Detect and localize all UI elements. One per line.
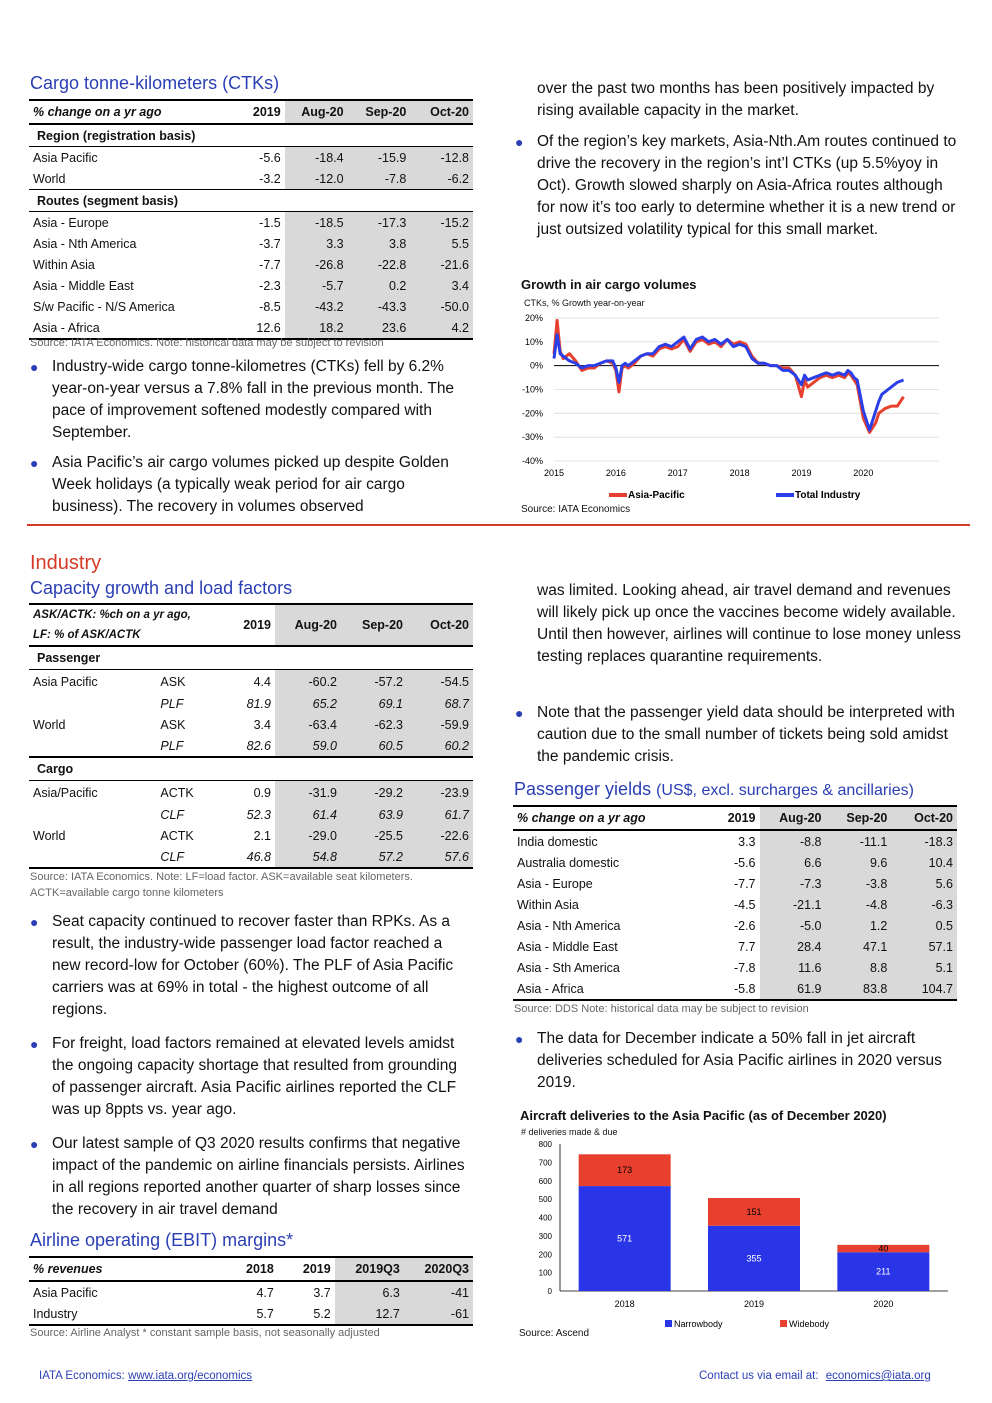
- row-label: Asia - Nth America: [33, 236, 137, 251]
- table-row: [29, 804, 473, 825]
- bullet-text: Industry-wide cargo tonne-kilometres (CTKs) fell by 6.2% year-on-year versus a 7.8% fall in the previous month. The pace of improvement softened modestly compared with September.: [52, 358, 455, 441]
- cell: -60.2: [275, 670, 341, 694]
- cell: 5.1: [891, 957, 957, 978]
- row-label: Asia - Europe: [33, 215, 109, 230]
- table-row: [29, 254, 473, 275]
- cell: -18.3: [891, 830, 957, 852]
- table-header: % change on a yr ago: [513, 806, 704, 830]
- chart2-title: Aircraft deliveries to the Asia Pacific (as of December 2020): [520, 1108, 887, 1123]
- cell: -29.0: [275, 825, 341, 846]
- table-header: Sep-20: [348, 100, 411, 124]
- row-label: Asia - Sth America: [517, 960, 620, 975]
- cell: -17.3: [348, 212, 411, 234]
- cell: 12.7: [335, 1303, 404, 1325]
- cell: 61.4: [275, 804, 341, 825]
- cell: -63.4: [275, 714, 341, 735]
- list-item: [30, 356, 470, 444]
- row-label: [29, 804, 156, 825]
- table-row: [513, 915, 957, 936]
- row-label: India domestic: [517, 834, 598, 849]
- x-tick-label: 2017: [667, 468, 688, 478]
- legend-label: Widebody: [789, 1319, 830, 1329]
- list-item: [30, 911, 472, 1021]
- cell: 54.8: [275, 846, 341, 868]
- cell: -8.5: [259, 299, 281, 314]
- cell: 2.1: [253, 828, 271, 843]
- cell: 4.2: [410, 317, 473, 339]
- table-row: [513, 873, 957, 894]
- header-line: ASK/ACTK: %ch on a yr ago,: [33, 609, 191, 621]
- cell: -15.9: [348, 147, 411, 169]
- bullet-icon: ●: [30, 359, 39, 375]
- ebit-table: [29, 1256, 473, 1326]
- footer-right: [699, 1370, 931, 1382]
- metric-label: ACTK: [160, 828, 194, 843]
- x-tick-label: 2020: [873, 1299, 894, 1309]
- bullet-icon: ●: [30, 455, 39, 471]
- list-item: [30, 1133, 472, 1221]
- row-label: Asia/Pacific: [33, 785, 98, 800]
- cell: -2.6: [733, 918, 756, 933]
- cell: 3.7: [313, 1285, 331, 1300]
- capacity-table: [29, 603, 473, 869]
- cell: -4.5: [733, 897, 756, 912]
- x-tick-label: 2019: [791, 468, 812, 478]
- metric-label: ACTK: [160, 785, 194, 800]
- cell: -7.7: [733, 876, 756, 891]
- yields-table: [513, 805, 957, 1001]
- bullet-text: Of the region’s key markets, Asia-Nth.Am routes continued to drive the recovery in the region’s int’l CTKs (up 5.5%yoy in Oct). Growth slowed sharply on Asia-Africa routes although for now it’s too early to determine whether it is a new trend or just outsized volatility typical for this small market.: [537, 133, 957, 238]
- table-header: Oct-20: [891, 806, 957, 830]
- table-header: 2018: [221, 1257, 278, 1281]
- row-label: Within Asia: [517, 897, 579, 912]
- bullet-icon: ●: [515, 705, 524, 721]
- table-row: [29, 693, 473, 714]
- table-row: [29, 233, 473, 254]
- y-tick-label: 0%: [529, 360, 543, 371]
- bullet-list-mid-right: [515, 702, 962, 776]
- footer-left: [39, 1370, 252, 1382]
- cell: 52.3: [246, 807, 271, 822]
- cell: 0.9: [253, 785, 271, 800]
- table-row: [29, 714, 473, 735]
- table-row: [513, 936, 957, 957]
- cell: 57.1: [891, 936, 957, 957]
- cell: 7.7: [738, 939, 756, 954]
- cell: -22.6: [407, 825, 473, 846]
- y-tick-label: 700: [538, 1158, 552, 1168]
- cell: 57.6: [407, 846, 473, 868]
- list-item: [515, 702, 962, 768]
- yields-title-suffix: (US$, excl. surcharges & ancillaries): [656, 782, 914, 799]
- cell: -3.2: [259, 171, 281, 186]
- row-label: [29, 693, 156, 714]
- cell: -6.3: [891, 894, 957, 915]
- cell: -18.5: [285, 212, 348, 234]
- metric-label: CLF: [160, 807, 185, 822]
- cell: -2.3: [259, 278, 281, 293]
- cell: -5.0: [760, 915, 826, 936]
- table-header: Aug-20: [285, 100, 348, 124]
- series-line: [554, 335, 904, 430]
- metric-label: ASK: [160, 674, 186, 689]
- chart1-subtitle: CTKs, % Growth year-on-year: [524, 298, 645, 308]
- cell: -6.2: [410, 168, 473, 190]
- cell: 3.3: [738, 834, 756, 849]
- table-row: [29, 781, 473, 805]
- bar-data-label: 211: [876, 1266, 891, 1277]
- cell: 8.8: [826, 957, 892, 978]
- table-header: Sep-20: [341, 604, 407, 646]
- cell: 57.2: [341, 846, 407, 868]
- cell: 4.7: [256, 1285, 274, 1300]
- cell: 5.2: [278, 1303, 335, 1325]
- list-item: [30, 1033, 472, 1121]
- metric-label: CLF: [156, 846, 229, 868]
- table-header: 2019Q3: [335, 1257, 404, 1281]
- row-label: Asia - Africa: [513, 978, 704, 1000]
- cell: -29.2: [341, 781, 407, 805]
- cell: -3.8: [826, 873, 892, 894]
- cell: -1.5: [259, 215, 281, 230]
- cell: -15.2: [410, 212, 473, 234]
- cell: 10.4: [891, 852, 957, 873]
- ctk-source: Source: IATA Economics. Note: historical data may be subject to revision: [30, 337, 384, 349]
- capacity-source: [30, 869, 413, 901]
- y-tick-label: -30%: [521, 432, 543, 443]
- legend-label: Total Industry: [795, 490, 861, 501]
- y-tick-label: 300: [538, 1231, 552, 1241]
- cell: -5.6: [733, 855, 756, 870]
- table-header: 2019: [229, 604, 275, 646]
- cell: 65.2: [275, 693, 341, 714]
- cell: 3.8: [348, 233, 411, 254]
- section-label: Routes (segment basis): [29, 190, 473, 212]
- bullet-list-deliveries: [515, 1028, 962, 1102]
- y-tick-label: 400: [538, 1213, 552, 1223]
- table-header: Sep-20: [826, 806, 892, 830]
- metric-label: ASK: [160, 717, 186, 732]
- cell: -5.6: [259, 150, 281, 165]
- ctk-title: Cargo tonne-kilometers (CTKs): [30, 73, 280, 93]
- cell: -31.9: [275, 781, 341, 805]
- table-row: [513, 978, 957, 1000]
- economics-link[interactable]: www.iata.org/economics: [128, 1370, 253, 1382]
- cell: -23.9: [407, 781, 473, 805]
- row-label: Asia - Europe: [517, 876, 593, 891]
- x-tick-label: 2018: [614, 1299, 635, 1309]
- bullet-icon: ●: [515, 134, 524, 150]
- list-item: [515, 131, 962, 241]
- table-row: [29, 147, 473, 169]
- source-line: ACTK=available cargo tonne kilometers: [30, 887, 224, 899]
- cell: 47.1: [826, 936, 892, 957]
- row-label: [29, 735, 156, 757]
- cell: -12.0: [285, 168, 348, 190]
- right-mid-paragraph: was limited. Looking ahead, air travel demand and revenues will likely pick up once the vaccines become widely available. Until then however, airlines will continue to lose money unless testing replaces quarantine requirements.: [537, 582, 961, 665]
- bullet-text: The data for December indicate a 50% fall in jet aircraft deliveries scheduled for Asia Pacific airlines in 2020 versus 2019.: [537, 1030, 942, 1091]
- table-row: [29, 846, 473, 868]
- table-header: Oct-20: [410, 100, 473, 124]
- bar-data-label: 151: [746, 1206, 762, 1217]
- cell: -4.8: [826, 894, 892, 915]
- x-tick-label: 2018: [729, 468, 750, 478]
- table-header: Aug-20: [760, 806, 826, 830]
- bar-data-label: 173: [617, 1165, 633, 1176]
- table-row: [513, 852, 957, 873]
- cell: 60.5: [341, 735, 407, 757]
- cell: -61: [404, 1303, 473, 1325]
- chart2-source: Source: Ascend: [519, 1328, 590, 1339]
- industry-title: Industry: [30, 552, 102, 574]
- y-tick-label: 100: [538, 1268, 552, 1278]
- cell: -11.1: [826, 830, 892, 852]
- bullet-icon: ●: [30, 1136, 39, 1152]
- bullet-text: Seat capacity continued to recover faster than RPKs. As a result, the industry-wide passenger load factor reached a new record-low for October (60%). The PLF of Asia Pacific carriers was at 69% in total - the highest outcome of all regions.: [52, 913, 454, 1018]
- bullet-icon: ●: [30, 914, 39, 930]
- table-row: [29, 735, 473, 757]
- bullet-text: Asia Pacific’s air cargo volumes picked up despite Golden Week holidays (a typically weak period for air cargo business). The recovery in volumes observed: [52, 454, 449, 515]
- y-tick-label: 500: [538, 1195, 552, 1205]
- cell: 6.3: [335, 1281, 404, 1303]
- y-tick-label: 10%: [524, 336, 543, 347]
- cell: -21.6: [410, 254, 473, 275]
- cell: -25.5: [341, 825, 407, 846]
- cell: 3.4: [410, 275, 473, 296]
- cell: 11.6: [760, 957, 826, 978]
- ctk-table: [29, 99, 473, 340]
- cell: -5.7: [285, 275, 348, 296]
- bar-data-label: 355: [746, 1253, 762, 1264]
- row-label: Industry: [29, 1303, 221, 1325]
- deliveries-chart: [514, 1136, 958, 1336]
- table-header: % revenues: [29, 1257, 221, 1281]
- row-label: World: [33, 171, 66, 186]
- list-item: [30, 452, 470, 518]
- legend-swatch: [780, 1320, 787, 1327]
- bullet-list-top-right: [515, 131, 962, 249]
- cell: -8.8: [760, 830, 826, 852]
- cell: 1.2: [826, 915, 892, 936]
- row-label: Asia - Middle East: [33, 278, 134, 293]
- cell: -18.4: [285, 147, 348, 169]
- cell: -50.0: [410, 296, 473, 317]
- bullet-text: Our latest sample of Q3 2020 results confirms that negative impact of the pandemic on airline financials persists. Airlines in all regions reported another quarter of sharp losses since the recovery in air travel demand: [52, 1135, 465, 1218]
- legend-swatch: [665, 1320, 672, 1327]
- table-row: [29, 212, 473, 234]
- cell: 28.4: [760, 936, 826, 957]
- table-header: % change on a yr ago: [29, 100, 229, 124]
- cell: 3.4: [253, 717, 271, 732]
- cell: 0.5: [891, 915, 957, 936]
- cell: 3.3: [285, 233, 348, 254]
- cell: -57.2: [341, 670, 407, 694]
- cell: 68.7: [407, 693, 473, 714]
- cell: -54.5: [407, 670, 473, 694]
- row-label: Asia - Africa: [29, 317, 229, 339]
- table-row: [29, 1303, 473, 1325]
- cell: 0.2: [348, 275, 411, 296]
- table-row: [29, 168, 473, 190]
- bullet-list-top-left: [30, 356, 470, 526]
- x-tick-label: 2019: [743, 1299, 765, 1309]
- x-tick-label: 2016: [605, 468, 626, 478]
- row-label: Australia domestic: [517, 855, 620, 870]
- bullet-icon: ●: [30, 1036, 39, 1052]
- table-header: Aug-20: [275, 604, 341, 646]
- right-top-paragraph: over the past two months has been positively impacted by rising available capacity in the market.: [537, 80, 935, 119]
- table-row: [29, 296, 473, 317]
- row-label: Asia Pacific: [33, 1285, 98, 1300]
- metric-label: PLF: [156, 735, 229, 757]
- cell: 83.8: [826, 978, 892, 1000]
- bar-data-label: 571: [617, 1233, 633, 1244]
- table-row: [513, 894, 957, 915]
- row-label: [29, 846, 156, 868]
- cell: 82.6: [229, 735, 275, 757]
- cell: -21.1: [760, 894, 826, 915]
- bullet-icon: ●: [515, 1031, 524, 1047]
- y-tick-label: -20%: [521, 408, 543, 419]
- cell: 59.0: [275, 735, 341, 757]
- table-row: [513, 830, 957, 852]
- cell: 81.9: [246, 696, 271, 711]
- bullet-text: For freight, load factors remained at elevated levels amidst the ongoing capacity shortage that resulted from grounding of passenger aircraft. Asia Pacific airlines reported the CLF was up 8ppts vs. year ago.: [52, 1035, 457, 1118]
- cell: 104.7: [891, 978, 957, 1000]
- cell: -7.8: [733, 960, 756, 975]
- cell: 60.2: [407, 735, 473, 757]
- footer-label: IATA Economics:: [39, 1370, 125, 1382]
- cell: 9.6: [826, 852, 892, 873]
- series-line: [554, 320, 904, 432]
- cell: 69.1: [341, 693, 407, 714]
- row-label: World: [33, 828, 66, 843]
- table-row: [29, 275, 473, 296]
- cell: 63.9: [341, 804, 407, 825]
- x-tick-label: 2020: [853, 468, 874, 478]
- ebit-source: Source: Airline Analyst * constant sample basis, not seasonally adjusted: [30, 1327, 380, 1339]
- table-row: [29, 1281, 473, 1303]
- legend-label: Asia-Pacific: [628, 490, 685, 501]
- cell: 18.2: [285, 317, 348, 339]
- y-tick-label: 600: [538, 1176, 552, 1186]
- yields-source: Source: DDS Note: historical data may be subject to revision: [514, 1003, 809, 1015]
- metric-label: PLF: [160, 696, 184, 711]
- row-label: Asia Pacific: [33, 150, 98, 165]
- cell: -41: [404, 1281, 473, 1303]
- chart1-title: Growth in air cargo volumes: [521, 277, 697, 292]
- cell: 6.6: [760, 852, 826, 873]
- cell: -12.8: [410, 147, 473, 169]
- y-tick-label: 200: [538, 1250, 552, 1260]
- cell: 4.4: [253, 674, 271, 689]
- row-label: World: [33, 717, 66, 732]
- cell: -59.9: [407, 714, 473, 735]
- cell: 5.6: [891, 873, 957, 894]
- cell: 46.8: [229, 846, 275, 868]
- table-header: 2019: [278, 1257, 335, 1281]
- cell: -43.2: [285, 296, 348, 317]
- cell: -3.7: [259, 236, 281, 251]
- y-tick-label: -10%: [521, 384, 543, 395]
- list-item: [515, 1028, 962, 1094]
- cell: 61.9: [760, 978, 826, 1000]
- section-divider: [27, 524, 970, 526]
- section-label: Passenger: [37, 651, 101, 665]
- yields-title-main: Passenger yields: [514, 779, 652, 799]
- chart2-subtitle: # deliveries made & due: [521, 1127, 618, 1137]
- cell: 12.6: [229, 317, 285, 339]
- cell: 23.6: [348, 317, 411, 339]
- table-header: 2020Q3: [404, 1257, 473, 1281]
- cell: 5.5: [410, 233, 473, 254]
- chart1-source: Source: IATA Economics: [521, 504, 631, 515]
- bullet-text: Note that the passenger yield data should be interpreted with caution due to the small number of tickets being sold amidst the pandemic crisis.: [537, 704, 955, 765]
- cell: -5.8: [704, 978, 759, 1000]
- table-row: [29, 825, 473, 846]
- section-label: Cargo: [37, 762, 74, 776]
- section-label: Region (registration basis): [29, 124, 473, 147]
- table-row: [513, 957, 957, 978]
- cell: 5.7: [221, 1303, 278, 1325]
- cell: -7.3: [760, 873, 826, 894]
- y-tick-label: -40%: [521, 456, 543, 466]
- y-tick-label: 20%: [524, 313, 543, 323]
- cell: -43.3: [348, 296, 411, 317]
- cell: -62.3: [341, 714, 407, 735]
- table-header: [29, 604, 229, 646]
- table-header: Oct-20: [407, 604, 473, 646]
- yields-title: [514, 779, 914, 800]
- header-line: LF: % of ASK/ACTK: [33, 629, 141, 641]
- table-row: [29, 317, 473, 339]
- row-label: Asia - Middle East: [517, 939, 618, 954]
- table-header: 2019: [704, 806, 759, 830]
- cell: -22.8: [348, 254, 411, 275]
- row-label: Within Asia: [33, 257, 95, 272]
- cell: -7.7: [259, 257, 281, 272]
- legend-label: Narrowbody: [674, 1319, 723, 1329]
- cell: -7.8: [348, 168, 411, 190]
- x-tick-label: 2015: [543, 468, 565, 478]
- cell: -26.8: [285, 254, 348, 275]
- email-link[interactable]: economics@iata.org: [825, 1370, 931, 1382]
- row-label: Asia - Nth America: [517, 918, 621, 933]
- bar-data-label: 40: [878, 1243, 889, 1254]
- y-tick-label: 800: [538, 1140, 552, 1149]
- cargo-growth-chart: [514, 305, 954, 505]
- row-label: S/w Pacific - N/S America: [33, 299, 175, 314]
- footer-label: Contact us via email at:: [699, 1370, 819, 1382]
- row-label: Asia Pacific: [33, 674, 98, 689]
- cell: 61.7: [407, 804, 473, 825]
- y-tick-label: 0: [547, 1287, 552, 1296]
- table-header: 2019: [229, 100, 285, 124]
- bullet-list-mid-left: [30, 911, 472, 1229]
- capacity-title: Capacity growth and load factors: [30, 578, 293, 598]
- table-row: [29, 670, 473, 694]
- source-line: Source: IATA Economics. Note: LF=load factor. ASK=available seat kilometers.: [30, 871, 413, 883]
- ebit-title: Airline operating (EBIT) margins*: [30, 1230, 294, 1250]
